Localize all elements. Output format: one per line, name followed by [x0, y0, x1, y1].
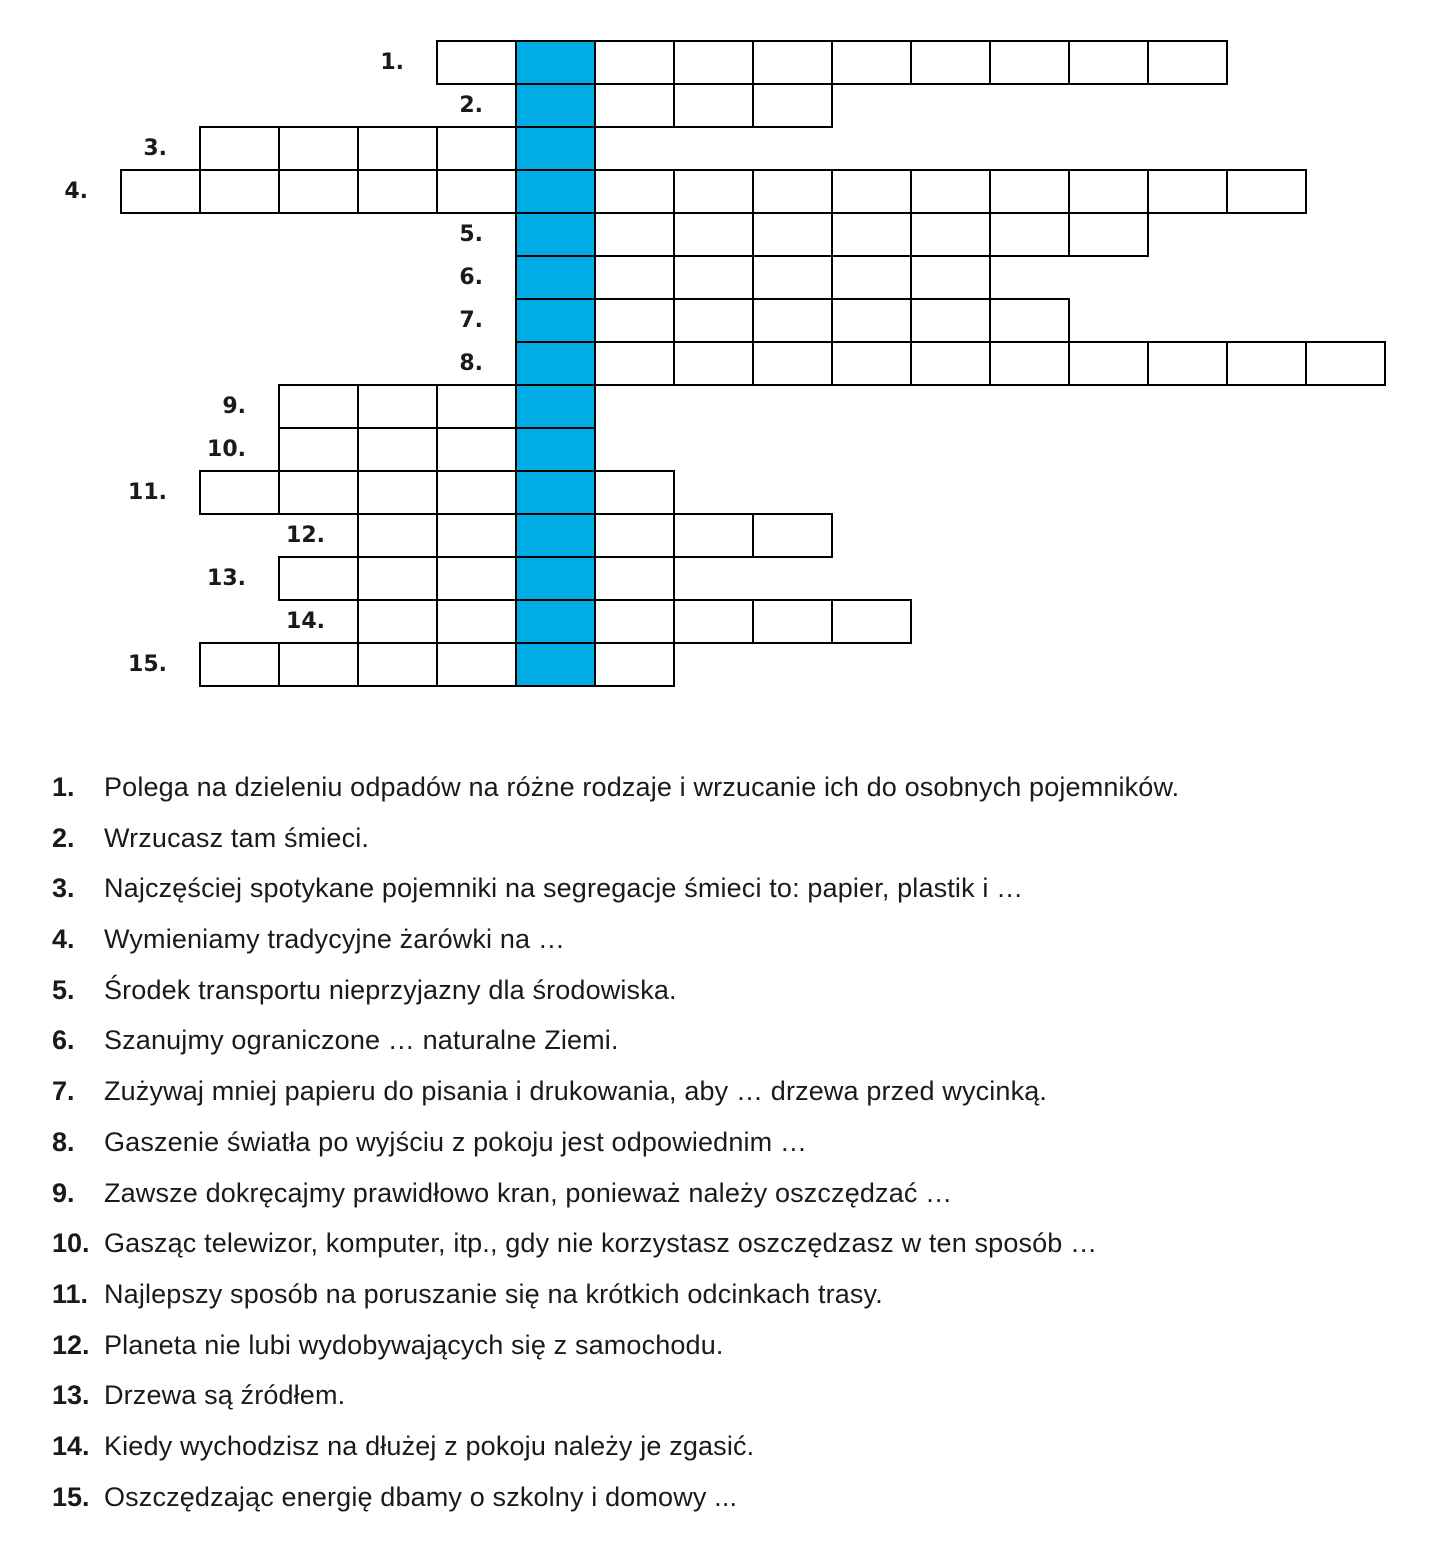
letter-cell[interactable]: [436, 126, 517, 171]
letter-cell[interactable]: [278, 470, 359, 515]
clue-number: 12.: [52, 1329, 90, 1360]
clue-text: Wrzucasz tam śmieci.: [104, 822, 370, 853]
letter-cell[interactable]: [910, 298, 991, 343]
letter-cell[interactable]: [594, 556, 675, 601]
clue-number: 11.: [52, 1278, 89, 1309]
row-number: 8.: [459, 351, 483, 376]
clue-item: [52, 762, 1442, 813]
letter-cell[interactable]: [436, 513, 517, 558]
letter-cell[interactable]: [278, 126, 359, 171]
letter-cell[interactable]: [1147, 40, 1228, 85]
letter-cell[interactable]: [278, 384, 359, 429]
clue-text: Kiedy wychodzisz na dłużej z pokoju należy je zgasić.: [104, 1430, 755, 1461]
letter-cell[interactable]: [910, 169, 991, 214]
key-cell[interactable]: [515, 427, 596, 472]
clue-number: 1.: [52, 772, 75, 802]
row-number: 13.: [207, 566, 246, 591]
row-number: 6.: [459, 265, 483, 290]
letter-cell[interactable]: [752, 341, 833, 386]
key-cell[interactable]: [515, 298, 596, 343]
clue-number: 10.: [52, 1228, 90, 1259]
key-cell[interactable]: [515, 212, 596, 257]
letter-cell[interactable]: [752, 83, 833, 128]
letter-cell[interactable]: [357, 427, 438, 472]
clue-text: Najczęściej spotykane pojemniki na segregacje śmieci to: papier, plastik i …: [104, 873, 1024, 904]
letter-cell[interactable]: [910, 40, 991, 85]
letter-cell[interactable]: [278, 427, 359, 472]
letter-cell[interactable]: [436, 384, 517, 429]
clue-list: [52, 762, 1442, 1522]
key-cell[interactable]: [515, 255, 596, 300]
clue-text: Zawsze dokręcajmy prawidłowo kran, ponieważ należy oszczędzać …: [104, 1177, 953, 1208]
letter-cell[interactable]: [752, 212, 833, 257]
letter-cell[interactable]: [357, 642, 438, 687]
letter-cell[interactable]: [752, 169, 833, 214]
letter-cell[interactable]: [831, 599, 912, 644]
clue-number: 14.: [52, 1430, 90, 1461]
letter-cell[interactable]: [910, 212, 991, 257]
clue-text: Najlepszy sposób na poruszanie się na krótkich odcinkach trasy.: [104, 1278, 883, 1309]
row-number: 9.: [222, 394, 246, 419]
letter-cell[interactable]: [1226, 341, 1307, 386]
letter-cell[interactable]: [831, 341, 912, 386]
clue-text: Zużywaj mniej papieru do pisania i drukowania, aby … drzewa przed wycinką.: [104, 1076, 1048, 1107]
key-cell[interactable]: [515, 384, 596, 429]
clue-text: Planeta nie lubi wydobywających się z samochodu.: [104, 1329, 724, 1360]
letter-cell[interactable]: [436, 40, 517, 85]
letter-cell[interactable]: [278, 642, 359, 687]
clue-text: Szanujmy ograniczone … naturalne Ziemi.: [104, 1025, 619, 1056]
clue-item: [52, 1320, 1442, 1371]
letter-cell[interactable]: [199, 642, 280, 687]
row-number: 4.: [64, 179, 88, 204]
letter-cell[interactable]: [752, 298, 833, 343]
clue-text: Drzewa są źródłem.: [104, 1380, 346, 1411]
letter-cell[interactable]: [594, 169, 675, 214]
row-number: 1.: [380, 50, 404, 75]
letter-cell[interactable]: [278, 556, 359, 601]
row-number: 14.: [286, 609, 325, 634]
key-cell[interactable]: [515, 40, 596, 85]
letter-cell[interactable]: [1068, 341, 1149, 386]
clue-item: [52, 863, 1442, 914]
key-cell[interactable]: [515, 642, 596, 687]
letter-cell[interactable]: [989, 40, 1070, 85]
clue-number: 9.: [52, 1177, 75, 1208]
letter-cell[interactable]: [673, 513, 754, 558]
clue-text: Wymieniamy tradycyjne żarówki na …: [104, 924, 565, 955]
letter-cell[interactable]: [594, 599, 675, 644]
letter-cell[interactable]: [199, 126, 280, 171]
clue-text: Środek transportu nieprzyjazny dla środowiska.: [104, 974, 677, 1005]
clue-number: 15.: [52, 1481, 90, 1512]
letter-cell[interactable]: [989, 341, 1070, 386]
letter-cell[interactable]: [831, 212, 912, 257]
clue-number: 2.: [52, 822, 75, 853]
letter-cell[interactable]: [989, 212, 1070, 257]
letter-cell[interactable]: [199, 470, 280, 515]
letter-cell[interactable]: [752, 40, 833, 85]
row-number: 11.: [128, 480, 167, 505]
clue-item: [52, 965, 1442, 1016]
clue-item: [52, 1472, 1442, 1523]
clue-item: [52, 1168, 1442, 1219]
letter-cell[interactable]: [1147, 341, 1228, 386]
row-number: 10.: [207, 437, 246, 462]
crossword-grid: [0, 0, 1449, 700]
letter-cell[interactable]: [357, 513, 438, 558]
letter-cell[interactable]: [673, 298, 754, 343]
letter-cell[interactable]: [357, 599, 438, 644]
letter-cell[interactable]: [357, 126, 438, 171]
letter-cell[interactable]: [1068, 40, 1149, 85]
letter-cell[interactable]: [673, 169, 754, 214]
key-cell[interactable]: [515, 169, 596, 214]
letter-cell[interactable]: [594, 212, 675, 257]
row-number: 2.: [459, 93, 483, 118]
letter-cell[interactable]: [594, 513, 675, 558]
letter-cell[interactable]: [831, 40, 912, 85]
letter-cell[interactable]: [752, 513, 833, 558]
clue-item: [52, 1269, 1442, 1320]
letter-cell[interactable]: [1147, 169, 1228, 214]
clue-text: Oszczędzając energię dbamy o szkolny i domowy ...: [104, 1481, 738, 1512]
clue-item: [52, 914, 1442, 965]
clue-number: 5.: [52, 974, 75, 1005]
clue-item: [52, 1218, 1442, 1269]
clue-number: 4.: [52, 924, 75, 955]
clue-text: Polega na dzieleniu odpadów na różne rodzaje i wrzucanie ich do osobnych pojemników.: [104, 772, 1180, 802]
clue-item: [52, 1421, 1442, 1472]
letter-cell[interactable]: [357, 470, 438, 515]
letter-cell[interactable]: [673, 83, 754, 128]
clue-number: 8.: [52, 1126, 75, 1157]
letter-cell[interactable]: [673, 40, 754, 85]
key-cell[interactable]: [515, 470, 596, 515]
letter-cell[interactable]: [910, 341, 991, 386]
letter-cell[interactable]: [831, 255, 912, 300]
clue-item: [52, 1015, 1442, 1066]
key-cell[interactable]: [515, 341, 596, 386]
letter-cell[interactable]: [831, 169, 912, 214]
row-number: 3.: [143, 136, 167, 161]
letter-cell[interactable]: [436, 470, 517, 515]
letter-cell[interactable]: [436, 556, 517, 601]
clue-number: 6.: [52, 1025, 75, 1056]
letter-cell[interactable]: [436, 642, 517, 687]
letter-cell[interactable]: [594, 83, 675, 128]
key-cell[interactable]: [515, 83, 596, 128]
letter-cell[interactable]: [989, 298, 1070, 343]
row-number: 7.: [459, 308, 483, 333]
letter-cell[interactable]: [989, 169, 1070, 214]
key-cell[interactable]: [515, 126, 596, 171]
key-cell[interactable]: [515, 556, 596, 601]
letter-cell[interactable]: [357, 556, 438, 601]
letter-cell[interactable]: [673, 341, 754, 386]
clue-text: Gaszenie światła po wyjściu z pokoju jest odpowiednim …: [104, 1126, 808, 1157]
letter-cell[interactable]: [1305, 341, 1386, 386]
clue-item: [52, 1370, 1442, 1421]
letter-cell[interactable]: [357, 169, 438, 214]
letter-cell[interactable]: [594, 298, 675, 343]
letter-cell[interactable]: [752, 599, 833, 644]
letter-cell[interactable]: [278, 169, 359, 214]
letter-cell[interactable]: [436, 599, 517, 644]
letter-cell[interactable]: [1068, 169, 1149, 214]
clue-number: 7.: [52, 1076, 75, 1107]
clue-text: Gasząc telewizor, komputer, itp., gdy nie korzystasz oszczędzasz w ten sposób …: [104, 1228, 1098, 1259]
letter-cell[interactable]: [594, 40, 675, 85]
clue-number: 13.: [52, 1380, 90, 1411]
clue-item: [52, 813, 1442, 864]
letter-cell[interactable]: [831, 298, 912, 343]
key-cell[interactable]: [515, 599, 596, 644]
row-number: 5.: [459, 222, 483, 247]
clue-item: [52, 1066, 1442, 1117]
letter-cell[interactable]: [436, 427, 517, 472]
letter-cell[interactable]: [1068, 212, 1149, 257]
letter-cell[interactable]: [436, 169, 517, 214]
letter-cell[interactable]: [357, 384, 438, 429]
letter-cell[interactable]: [120, 169, 201, 214]
letter-cell[interactable]: [673, 255, 754, 300]
letter-cell[interactable]: [594, 341, 675, 386]
letter-cell[interactable]: [673, 599, 754, 644]
letter-cell[interactable]: [594, 642, 675, 687]
letter-cell[interactable]: [910, 255, 991, 300]
letter-cell[interactable]: [594, 255, 675, 300]
letter-cell[interactable]: [1226, 169, 1307, 214]
letter-cell[interactable]: [199, 169, 280, 214]
row-number: 12.: [286, 523, 325, 548]
letter-cell[interactable]: [673, 212, 754, 257]
letter-cell[interactable]: [752, 255, 833, 300]
key-cell[interactable]: [515, 513, 596, 558]
clue-number: 3.: [52, 873, 75, 904]
letter-cell[interactable]: [594, 470, 675, 515]
row-number: 15.: [128, 652, 167, 677]
clue-item: [52, 1117, 1442, 1168]
